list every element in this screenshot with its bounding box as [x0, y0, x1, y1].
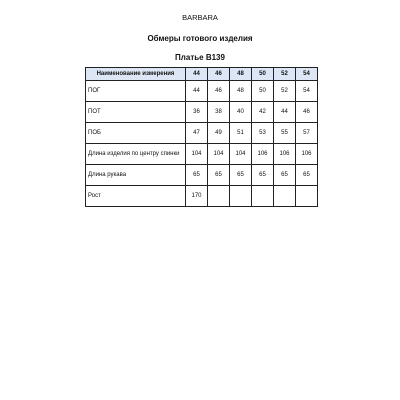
- table-cell: 42: [252, 102, 274, 123]
- table-row: [86, 81, 318, 102]
- table-cell: 104: [186, 144, 208, 165]
- table-cell: 54: [296, 81, 318, 102]
- table-cell: 44: [274, 102, 296, 123]
- table-cell: 65: [208, 165, 230, 186]
- table-row: [86, 102, 318, 123]
- table-cell: 104: [230, 144, 252, 165]
- table-cell: [208, 186, 230, 207]
- document-heading: Обмеры готового изделия: [147, 34, 253, 43]
- table-row: [86, 165, 318, 186]
- column-header: Наименование измерения: [86, 68, 186, 81]
- column-header: 52: [274, 68, 296, 81]
- table-cell: 46: [296, 102, 318, 123]
- row-label: ПОГ: [86, 81, 186, 102]
- table-cell: 48: [230, 81, 252, 102]
- table-cell: 106: [274, 144, 296, 165]
- table-cell: 52: [274, 81, 296, 102]
- table-cell: 170: [186, 186, 208, 207]
- table-cell: 65: [274, 165, 296, 186]
- row-label: ПОБ: [86, 123, 186, 144]
- column-header: 50: [252, 68, 274, 81]
- table-cell: 104: [208, 144, 230, 165]
- row-label: ПОТ: [86, 102, 186, 123]
- table-cell: 65: [252, 165, 274, 186]
- table-cell: 65: [296, 165, 318, 186]
- table-cell: 38: [208, 102, 230, 123]
- row-label: Длина изделия по центру спинки: [86, 144, 186, 165]
- table-cell: 51: [230, 123, 252, 144]
- table-cell: 46: [208, 81, 230, 102]
- model-title: Платье В139: [175, 53, 225, 62]
- table-cell: 44: [186, 81, 208, 102]
- table-cell: 65: [186, 165, 208, 186]
- table-cell: 47: [186, 123, 208, 144]
- table-cell: 50: [252, 81, 274, 102]
- table-row: [86, 186, 318, 207]
- measurements-table: [85, 67, 318, 207]
- table-cell: 106: [296, 144, 318, 165]
- table-cell: [296, 186, 318, 207]
- column-header: 46: [208, 68, 230, 81]
- table-row: [86, 123, 318, 144]
- table-cell: 65: [230, 165, 252, 186]
- column-header: 54: [296, 68, 318, 81]
- column-header: 48: [230, 68, 252, 81]
- table-cell: 40: [230, 102, 252, 123]
- table-cell: 53: [252, 123, 274, 144]
- table-cell: [274, 186, 296, 207]
- table-cell: [230, 186, 252, 207]
- table-cell: 36: [186, 102, 208, 123]
- column-header: 44: [186, 68, 208, 81]
- table-header-row: [86, 68, 318, 81]
- row-label: Рост: [86, 186, 186, 207]
- table-row: [86, 144, 318, 165]
- table-cell: [252, 186, 274, 207]
- row-label: Длина рукава: [86, 165, 186, 186]
- table-cell: 55: [274, 123, 296, 144]
- table-cell: 106: [252, 144, 274, 165]
- table-cell: 49: [208, 123, 230, 144]
- brand-title: BARBARA: [182, 13, 218, 22]
- table-cell: 57: [296, 123, 318, 144]
